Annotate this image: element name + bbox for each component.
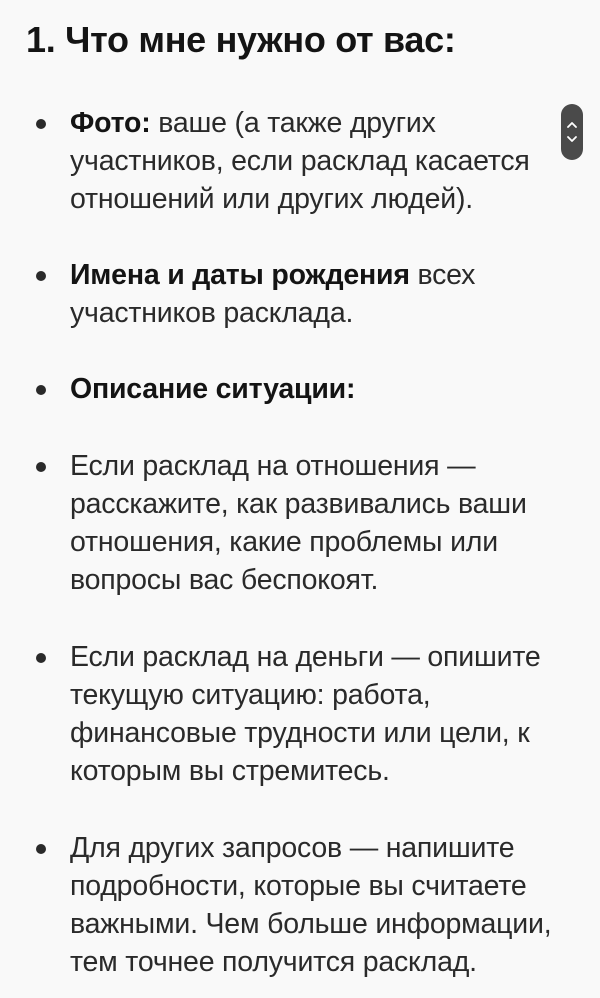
chevron-down-icon [566,135,578,143]
list-item [70,829,560,981]
fast-scroll-handle[interactable] [561,104,583,160]
bullet-icon [36,385,46,395]
list-item [70,256,560,332]
bullet-icon [36,271,46,281]
section-heading: 1. Что мне нужно от вас: [26,19,456,60]
item-text: ваше (а также других участников, если расклад касается отношений или других людей). [70,107,530,215]
list-item [70,104,560,218]
item-text: Для других запросов — напишите подробности, которые вы считаете важными. Чем больше информации, тем точнее получится расклад. [70,832,552,978]
item-text: Если расклад на отношения — расскажите, как развивались ваши отношения, какие проблемы или вопросы вас беспокоят. [70,450,527,596]
item-text: Если расклад на деньги — опишите текущую ситуацию: работа, финансовые трудности или цели, к которым вы стремитесь. [70,641,541,787]
list-item [70,370,560,408]
bullet-icon [36,462,46,472]
list-item [70,638,560,790]
chevron-up-icon [566,121,578,129]
item-text: всех участников расклада. [70,259,476,329]
item-bold-label: Имена и даты рождения [70,259,410,291]
bullet-icon [36,844,46,854]
item-bold-label: Описание ситуации: [70,373,356,405]
item-bold-label: Фото: [70,107,151,139]
bullet-icon [36,653,46,663]
list-item [70,447,560,599]
bullet-icon [36,119,46,129]
